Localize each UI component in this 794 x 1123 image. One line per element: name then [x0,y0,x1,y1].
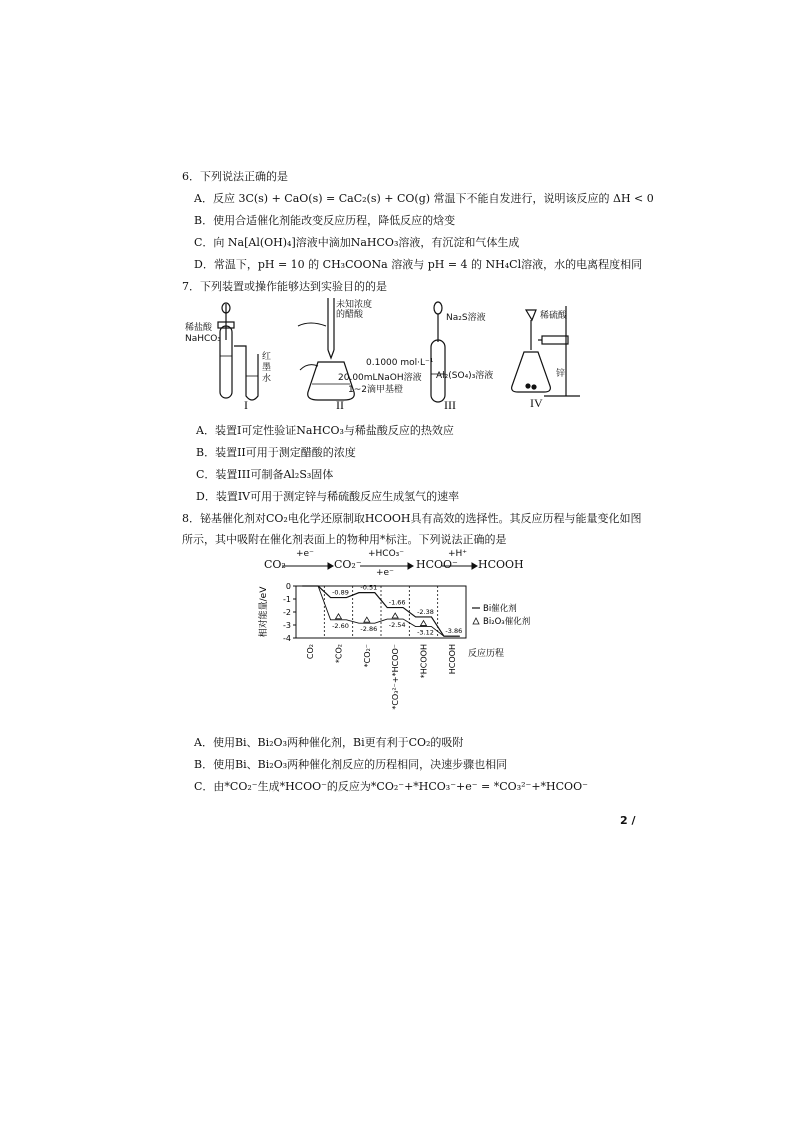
numeral-ii: II [336,398,344,412]
numeral-iv: IV [530,396,543,410]
scheme-arrow2-top: +HCO₃⁻ [368,549,405,559]
energy-profile-chart [256,578,576,738]
y-tick-label: -3 [283,621,291,630]
scheme-species-hcoo: HCOO⁻ [416,558,458,571]
y-tick-label: -4 [283,634,291,643]
x-category-label: *CO₂ [334,644,344,664]
data-label-bi: -0.51 [360,583,378,592]
y-axis-label: 相对能量/eV [259,586,269,638]
scheme-arrows [280,560,480,572]
q8-stem-line2: 所示，其中吸附在催化剂表面上的物种用*标注。下列说法正确的是 [182,533,507,546]
q7-option-a: A．装置I可定性验证NaHCO₃与稀盐酸反应的热效应 [196,424,454,437]
x-category-label: HCOOH [447,644,457,675]
label-al2so4: Al₂(SO₄)₃溶液 [436,371,494,381]
q8-option-b: B．使用Bi、Bi₂O₃两种催化剂反应的历程相同，决速步骤也相同 [194,758,508,771]
scheme-arrow2-bottom: +e⁻ [376,568,394,578]
scheme-arrow1-label: +e⁻ [296,549,314,559]
y-tick-label: -1 [283,595,291,604]
bi2o3-marker [392,613,398,618]
data-label-bi2o3: -3.12 [417,628,434,637]
x-category-label: *CO₃²⁻+*HCOO⁻ [391,644,401,710]
q6-option-a: A．反应 3C(s) + CaO(s) = CaC₂(s) + CO(g) 常温下不能自发进行，说明该反应的 ΔH < 0 [194,192,654,205]
label-red-ink: 红墨水 [262,352,272,384]
label-zinc: 锌 [556,369,566,379]
data-label-bi: -1.66 [388,598,406,607]
scheme-species-hcooh: HCOOH [478,558,524,571]
bi2o3-marker [336,614,342,619]
apparatus-iii [431,302,445,402]
data-label-bi: -0.89 [332,588,349,597]
y-tick-label: -2 [283,608,291,617]
q6-option-b: B．使用合适催化剂能改变反应历程，降低反应的焓变 [194,214,456,227]
apparatus-i [218,303,258,400]
q6-stem: 6．下列说法正确的是 [182,170,288,183]
data-label-bi2o3: -2.54 [388,621,406,630]
x-category-label: CO₂ [306,644,316,660]
page-number: 2 / [620,814,636,827]
label-naoh-volume: 20.00mLNaOH溶液 [338,373,422,383]
legend-swatch-bi2o3 [473,618,479,624]
y-tick-label: 0 [285,582,291,591]
label-indicator: 1~2滴甲基橙 [348,385,403,395]
data-label-bi: -2.38 [417,607,434,616]
label-nahco3: NaHCO₃ [185,334,221,344]
scheme-species-co2: CO₂ [264,558,286,571]
q7-option-d: D．装置IV可用于测定锌与稀硫酸反应生成氢气的速率 [196,490,460,503]
numeral-i: I [244,398,248,412]
numeral-iii: III [444,398,456,412]
label-hcl: 稀盐酸 [185,323,213,333]
q8-option-c: C．由*CO₂⁻生成*HCOO⁻的反应为*CO₂⁻+*HCO₃⁻+e⁻ = *CO₃²⁻+*HCOO⁻ [194,780,588,793]
bi2o3-marker [421,621,427,626]
q7-stem: 7．下列装置或操作能够达到实验目的的是 [182,280,387,293]
data-label-bi2o3: -2.60 [332,621,349,630]
x-category-label: *CO₂⁻ [362,644,372,668]
data-label-bi: -3.86 [445,627,463,636]
scheme-species-co2-minus: CO₂⁻ [334,558,362,571]
data-label-bi2o3: -2.86 [360,625,378,634]
label-unknown-acid: 未知浓度的醋酸 [336,300,373,320]
bi2o3-marker [364,617,370,622]
label-h2so4: 稀硫酸 [540,311,568,321]
q8-stem-line1: 8．铋基催化剂对CO₂电化学还原制取HCOOH具有高效的选择性。其反应历程与能量变化如图 [182,512,642,525]
x-category-label: *HCOOH [419,644,429,679]
q6-option-d: D．常温下，pH = 10 的 CH₃COONa 溶液与 pH = 4 的 NH₄Cl溶液，水的电离程度相同 [194,258,643,271]
label-naoh-conc: 0.1000 mol·L⁻¹ [366,358,434,368]
q6-option-c: C．向 Na[Al(OH)₄]溶液中滴加NaHCO₃溶液，有沉淀和气体生成 [194,236,520,249]
q7-option-c: C．装置III可制备Al₂S₃固体 [196,468,334,481]
q7-option-b: B．装置II可用于测定醋酸的浓度 [196,446,356,459]
x-axis-label: 反应历程 [468,649,505,659]
scheme-arrow3-label: +H⁺ [448,549,468,559]
label-na2s: Na₂S溶液 [446,313,486,323]
legend-label-bi2o3: Bi₂O₃催化剂 [483,617,531,627]
legend-label-bi: Bi催化剂 [483,604,517,614]
q8-option-a: A．使用Bi、Bi₂O₃两种催化剂，Bi更有利于CO₂的吸附 [194,736,464,749]
